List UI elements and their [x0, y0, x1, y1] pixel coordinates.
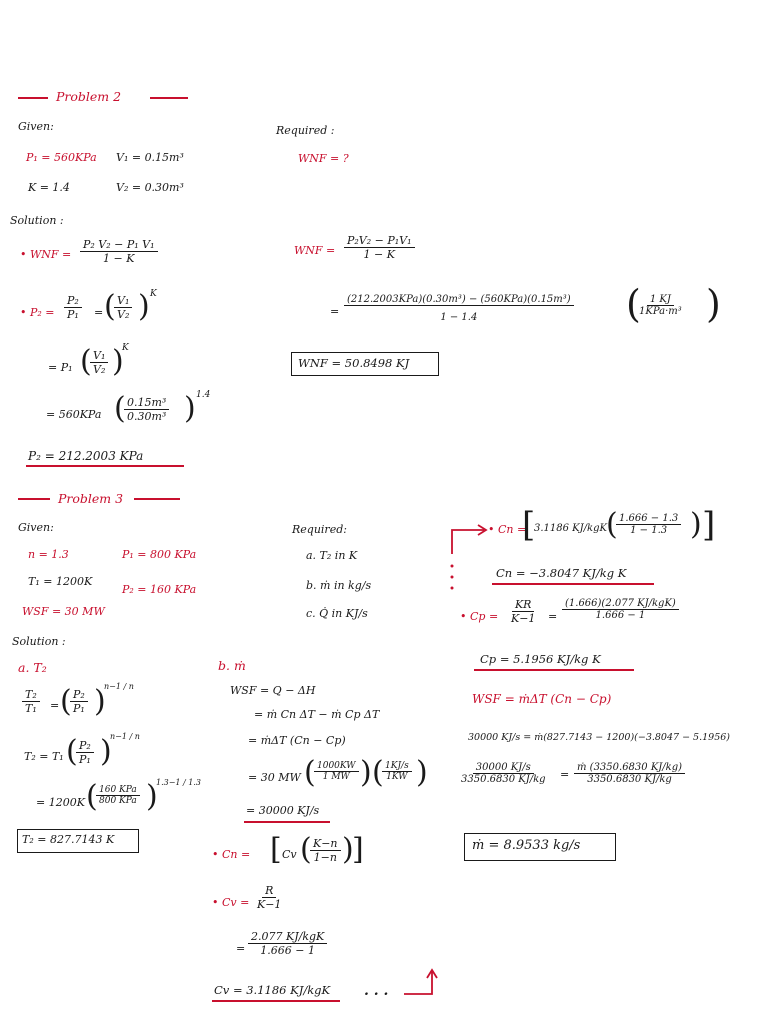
cv2-den: 1.666 − 1: [260, 944, 315, 957]
p2-equals: =: [94, 306, 104, 319]
eq3-lhs: = 1200K: [36, 796, 85, 809]
division-left: [458, 762, 549, 785]
given-k: K = 1.4: [28, 181, 70, 194]
dot-marker: [451, 587, 454, 590]
t2-result: T₂ = 827.7143 K: [22, 833, 115, 846]
equals-sign: =: [236, 942, 246, 955]
cn-num: K−n: [310, 837, 341, 851]
wnf-right-den: 1 − K: [363, 248, 395, 261]
paren-right: ): [146, 779, 158, 814]
wnf-denominator: 1 − K: [103, 252, 135, 265]
p2-line3-exp: 1.4: [196, 390, 211, 400]
eq1-exponent: n−1 / n: [104, 682, 134, 691]
dot-marker: [451, 576, 454, 579]
conversion-num: 1 KJ: [647, 294, 674, 306]
paren-left: (: [80, 344, 92, 379]
p2-exponent: K: [150, 289, 157, 299]
cn-right-lhs: • Cn =: [488, 523, 527, 536]
given-n: n = 1.3: [28, 548, 69, 561]
conversion-den: 1KPa·m³: [639, 306, 682, 317]
eq2-den: P₁: [79, 753, 91, 766]
eq2-lhs: T₂ = T₁: [24, 750, 64, 763]
paren-right: ): [690, 507, 702, 542]
wnf-sub-den: 1 − 1.4: [440, 312, 478, 323]
bracket-left: [: [522, 505, 536, 545]
p2-line3-num: 0.15m³: [124, 396, 169, 410]
cp-den: K−1: [511, 612, 536, 625]
p-ratio-den: P₁: [73, 702, 85, 715]
eq2-exponent: n−1 / n: [110, 732, 140, 741]
p2-line2-exp: K: [122, 343, 129, 353]
paren-left: (: [86, 779, 98, 814]
mw-conversion-num: 1000KW: [314, 761, 359, 772]
paren-left: (: [114, 391, 126, 426]
wnf-lhs: • WNF =: [20, 248, 72, 261]
cv-result: Cv = 3.1186 KJ/kgK: [214, 983, 331, 997]
paren-left: (: [66, 734, 78, 769]
cn-right-den: 1 − 1.3: [630, 525, 668, 536]
eq1-equals: =: [50, 699, 60, 712]
cv-lhs: • Cv =: [212, 896, 250, 909]
wsf-line1: WSF = Q − ΔH: [230, 684, 316, 697]
solution-label: Solution :: [10, 214, 64, 227]
paren-right: ): [112, 344, 124, 379]
problem3-title: Problem 3: [58, 491, 124, 506]
bracket-left: [: [270, 832, 282, 867]
paren-right: ): [706, 282, 721, 326]
division-left-num: 30000 KJ/s: [473, 762, 534, 774]
division-left-den: 3350.6830 KJ/kg: [461, 774, 546, 785]
required-value: WNF = ?: [298, 152, 349, 165]
cn-right-value: 3.1186 KJ/kgK: [534, 523, 607, 534]
required-a: a. T₂ in K: [306, 549, 358, 562]
wnf-right-num: P₂V₂ − P₁V₁: [344, 234, 415, 248]
given-wsf: WSF = 30 MW: [22, 605, 105, 618]
mdot-result: ṁ = 8.9533 kg/s: [472, 838, 581, 853]
p2-result: P₂ = 212.2003 KPa: [28, 449, 144, 463]
cn-cv: Cv: [282, 848, 297, 861]
kw-conversion-num: 1KJ/s: [382, 761, 412, 772]
paren-right: ): [100, 734, 112, 769]
cp-equals: =: [548, 610, 558, 623]
wsf-line5: = 30000 KJ/s: [246, 804, 320, 817]
paren-left: (: [60, 684, 72, 719]
cp-lhs: • Cp =: [460, 610, 499, 623]
given-p1: P₁ = 800 KPa: [122, 548, 197, 561]
eq2-num: P₂: [76, 739, 94, 753]
wnf-result: WNF = 50.8498 KJ: [298, 356, 410, 370]
paren-left: (: [300, 832, 312, 867]
paren-right: ): [360, 755, 372, 790]
continuation-dots: . . .: [364, 983, 389, 999]
wnf-sub-num: (212.2003KPa)(0.30m³) − (560KPa)(0.15m³): [344, 294, 574, 306]
paren-right: ): [138, 289, 150, 324]
part-b-label: b. ṁ: [218, 658, 246, 673]
p2-line3-lhs: = 560KPa: [46, 408, 102, 421]
given-label: Given:: [18, 521, 54, 534]
bracket-right: ]: [352, 832, 364, 867]
paren-left: (: [104, 289, 116, 324]
wsf-line3: = ṁΔT (Cn − Cp): [248, 734, 346, 747]
cn-right-num: 1.666 − 1.3: [616, 513, 681, 525]
p2-line3-den: 0.30m³: [127, 410, 167, 423]
cp-num: KR: [512, 598, 535, 612]
paren-right: ): [184, 391, 196, 426]
wsf-line2: = ṁ Cn ΔT − ṁ Cp ΔT: [254, 708, 380, 721]
eq3-den: 800 KPa: [99, 796, 137, 806]
wsf-substitution: 30000 KJ/s = ṁ(827.7143 − 1200)(−3.8047 − 5.1956): [468, 732, 731, 743]
cv-num: R: [262, 884, 276, 898]
given-p2: P₂ = 160 KPa: [122, 583, 197, 596]
required-c: c. Q̇ in KJ/s: [306, 607, 368, 620]
given-v1: V₁ = 0.15m³: [116, 151, 184, 164]
p2-line2-den: V₂: [93, 363, 106, 376]
kw-conversion-den: 1KW: [386, 772, 408, 782]
paren-left: (: [626, 282, 641, 326]
division-equals: =: [560, 768, 570, 781]
cv2-num: 2.077 KJ/kgK: [248, 930, 327, 944]
wsf-formula: WSF = ṁΔT (Cn − Cp): [472, 692, 612, 706]
wsf-line4-lhs: = 30 MW: [248, 771, 301, 784]
t-ratio-den: T₁: [25, 702, 37, 715]
given-p1-text: P₁ = 560KPa: [26, 151, 97, 164]
cn-lhs: • Cn =: [212, 848, 251, 861]
cp2-den: 1.666 − 1: [595, 610, 646, 621]
v-ratio-den: V₂: [117, 308, 130, 321]
mw-conversion-den: 1 MW: [322, 772, 350, 782]
wnf-numerator: P₂ V₂ − P₁ V₁: [80, 238, 158, 252]
paren-right: ): [342, 832, 354, 867]
paren-right: ): [94, 684, 106, 719]
paren-left: (: [606, 507, 618, 542]
p2-line2-lhs: = P₁: [48, 361, 73, 374]
paren-right: ): [416, 755, 428, 790]
p2-lhs: • P₂ =: [20, 306, 55, 319]
cn-result-underline: [492, 583, 654, 585]
cp-fraction: [508, 598, 538, 625]
p-ratio-num: P₂: [70, 688, 88, 702]
required-b: b. ṁ in kg/s: [306, 579, 372, 592]
wnf-right-lhs: WNF =: [294, 244, 336, 257]
p2-ratio-den: P₁: [67, 308, 79, 321]
v-ratio-num: V₁: [114, 294, 132, 308]
required-label: Required :: [276, 124, 335, 137]
cp-result-underline: [474, 669, 634, 671]
given-t1: T₁ = 1200K: [28, 575, 93, 588]
cn-result: Cn = −3.8047 KJ/kg K: [496, 566, 627, 580]
division-right: [574, 762, 685, 785]
dot-marker: [451, 565, 454, 568]
division-right-num: ṁ (3350.6830 KJ/kg): [574, 762, 685, 774]
solution-label: Solution :: [12, 635, 66, 648]
eq3-num: 160 KPa: [96, 785, 140, 796]
t-ratio-num: T₂: [22, 688, 40, 702]
paren-left: (: [304, 755, 316, 790]
cp-result: Cp = 5.1956 KJ/kg K: [480, 652, 601, 666]
given-label: Given:: [18, 120, 54, 133]
cp2-num: (1.666)(2.077 KJ/kgK): [562, 598, 679, 610]
paren-left: (: [372, 755, 384, 790]
cn-right-fraction: [616, 513, 681, 536]
eq3-exponent: 1.3−1 / 1.3: [156, 778, 202, 787]
problem2-title: Problem 2: [56, 89, 122, 104]
part-a-label: a. T₂: [18, 660, 47, 675]
equals-sign: =: [330, 305, 340, 318]
division-right-den: 3350.6830 KJ/kg: [587, 774, 672, 785]
cn-den: 1−n: [313, 851, 337, 864]
p2-line2-num: V₁: [90, 349, 108, 363]
bracket-right: ]: [702, 505, 716, 545]
required-label: Required:: [292, 523, 347, 536]
cv-den: K−1: [257, 898, 282, 911]
cp2-fraction: [562, 598, 679, 621]
given-v2: V₂ = 0.30m³: [116, 181, 184, 194]
p2-ratio-num: P₂: [64, 294, 82, 308]
